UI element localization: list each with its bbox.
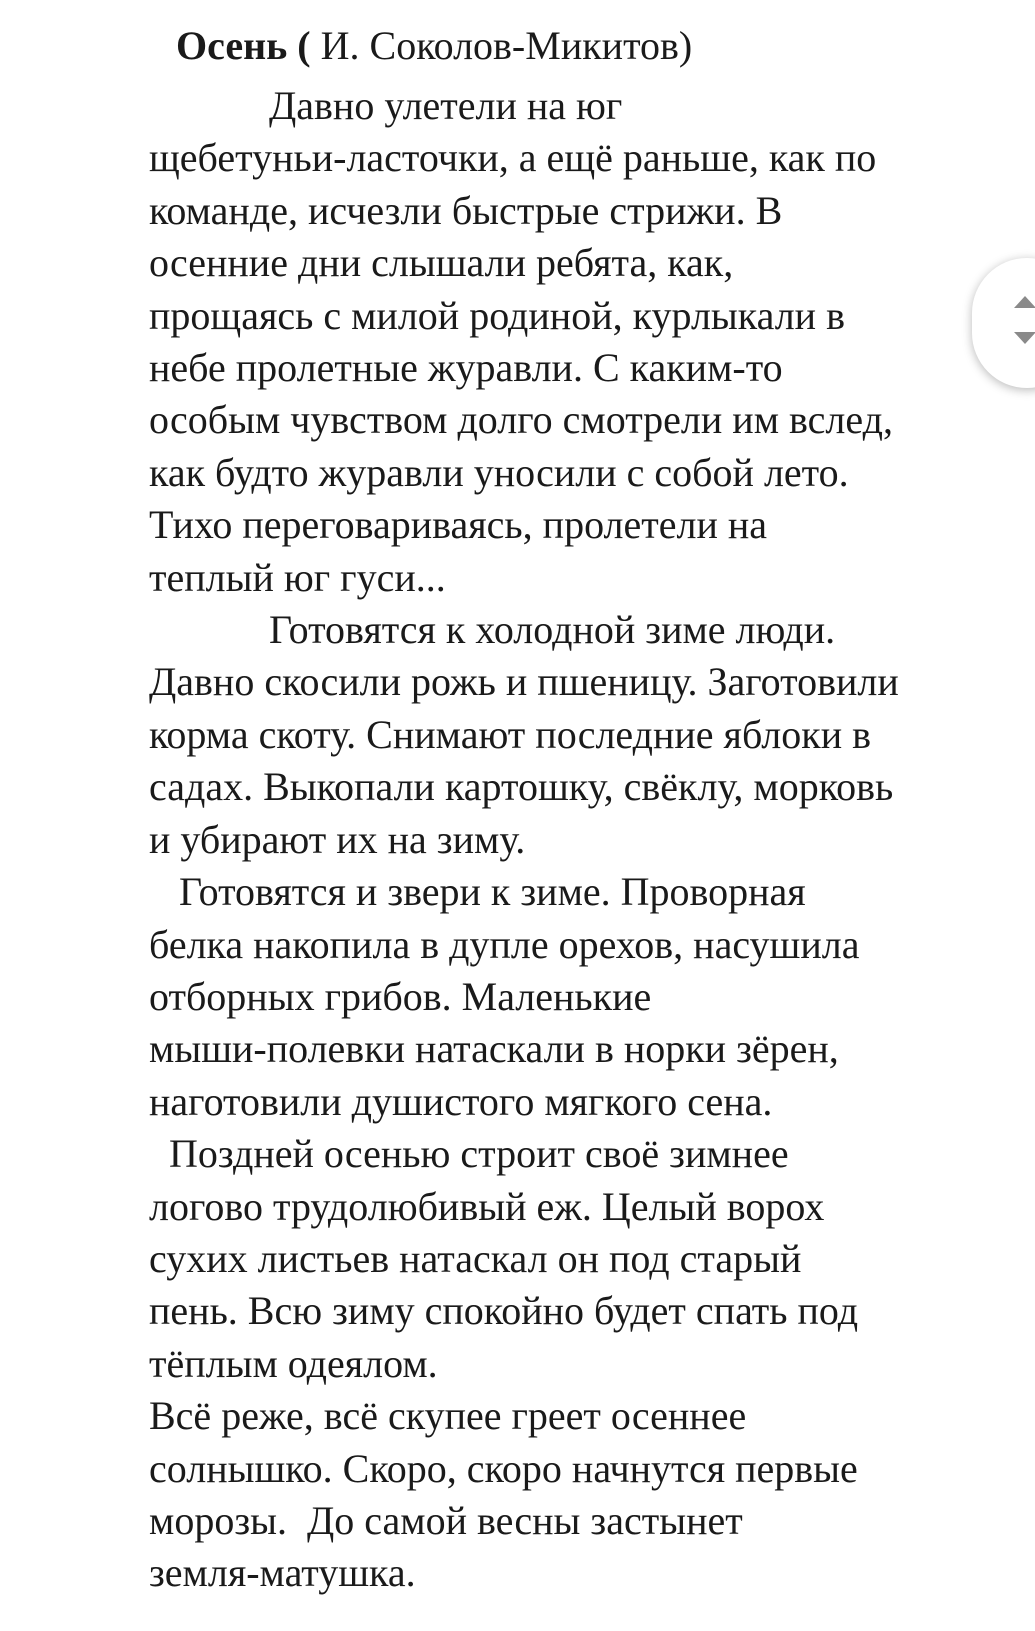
text-line: щебетуньи-ласточки, а ещё раньше, как по <box>149 135 877 181</box>
text-line: тёплым одеялом. <box>149 1340 438 1386</box>
text-line: Давно улетели на юг <box>149 83 623 128</box>
text-line: сухих листьев натаскал он под старый <box>149 1235 802 1281</box>
text-line: отборных грибов. Маленькие <box>149 973 652 1019</box>
chevron-down-icon[interactable] <box>1014 332 1035 344</box>
chevron-up-icon[interactable] <box>1014 296 1035 308</box>
title-author-part: И. Соколов-Микитов) <box>310 23 693 68</box>
text-line: Тихо переговариваясь, пролетели на <box>149 502 768 548</box>
text-line: корма скоту. Снимают последние яблоки в <box>149 711 871 757</box>
text-line: прощаясь с милой родиной, курлыкали в <box>149 292 845 338</box>
text-line: садах. Выкопали картошку, свёклу, морковь <box>149 764 894 810</box>
text-line: мыши-полевки натаскали в норки зёрен, <box>149 1026 839 1072</box>
document-title <box>176 20 692 72</box>
text-line: как будто журавли уносили с собой лето. <box>149 449 849 495</box>
text-line: и убирают их на зиму. <box>149 816 526 862</box>
text-line: теплый юг гуси... <box>149 554 446 600</box>
text-line: солнышко. Скоро, скоро начнутся первые <box>149 1445 858 1491</box>
text-line: Поздней осенью строит своё зимнее <box>149 1131 789 1177</box>
text-line: особым чувством долго смотрели им вслед, <box>149 397 893 443</box>
text-line: земля-матушка. <box>149 1550 416 1596</box>
text-line: логово трудолюбивый еж. Целый ворох <box>149 1183 825 1229</box>
text-line: осенние дни слышали ребята, как, <box>149 240 734 286</box>
text-line: пень. Всю зиму спокойно будет спать под <box>149 1288 859 1334</box>
text-line: морозы. До самой весны застынет <box>149 1497 743 1543</box>
text-line: наготовили душистого мягкого сена. <box>149 1078 773 1124</box>
text-line: команде, исчезли быстрые стрижи. В <box>149 187 783 233</box>
text-line: Готовятся к холодной зиме люди. <box>149 607 836 653</box>
text-line: Давно скосили рожь и пшеницу. Заготовили <box>149 659 899 705</box>
title-bold-part: Осень ( <box>176 23 311 68</box>
text-line: Всё реже, всё скупее греет осеннее <box>149 1393 747 1439</box>
document-body <box>149 80 989 1600</box>
text-line: Готовятся и звери к зиме. Проворная <box>149 869 806 915</box>
text-line: небе пролетные журавли. С каким-то <box>149 345 783 391</box>
text-line: белка накопила в дупле орехов, насушила <box>149 921 860 967</box>
